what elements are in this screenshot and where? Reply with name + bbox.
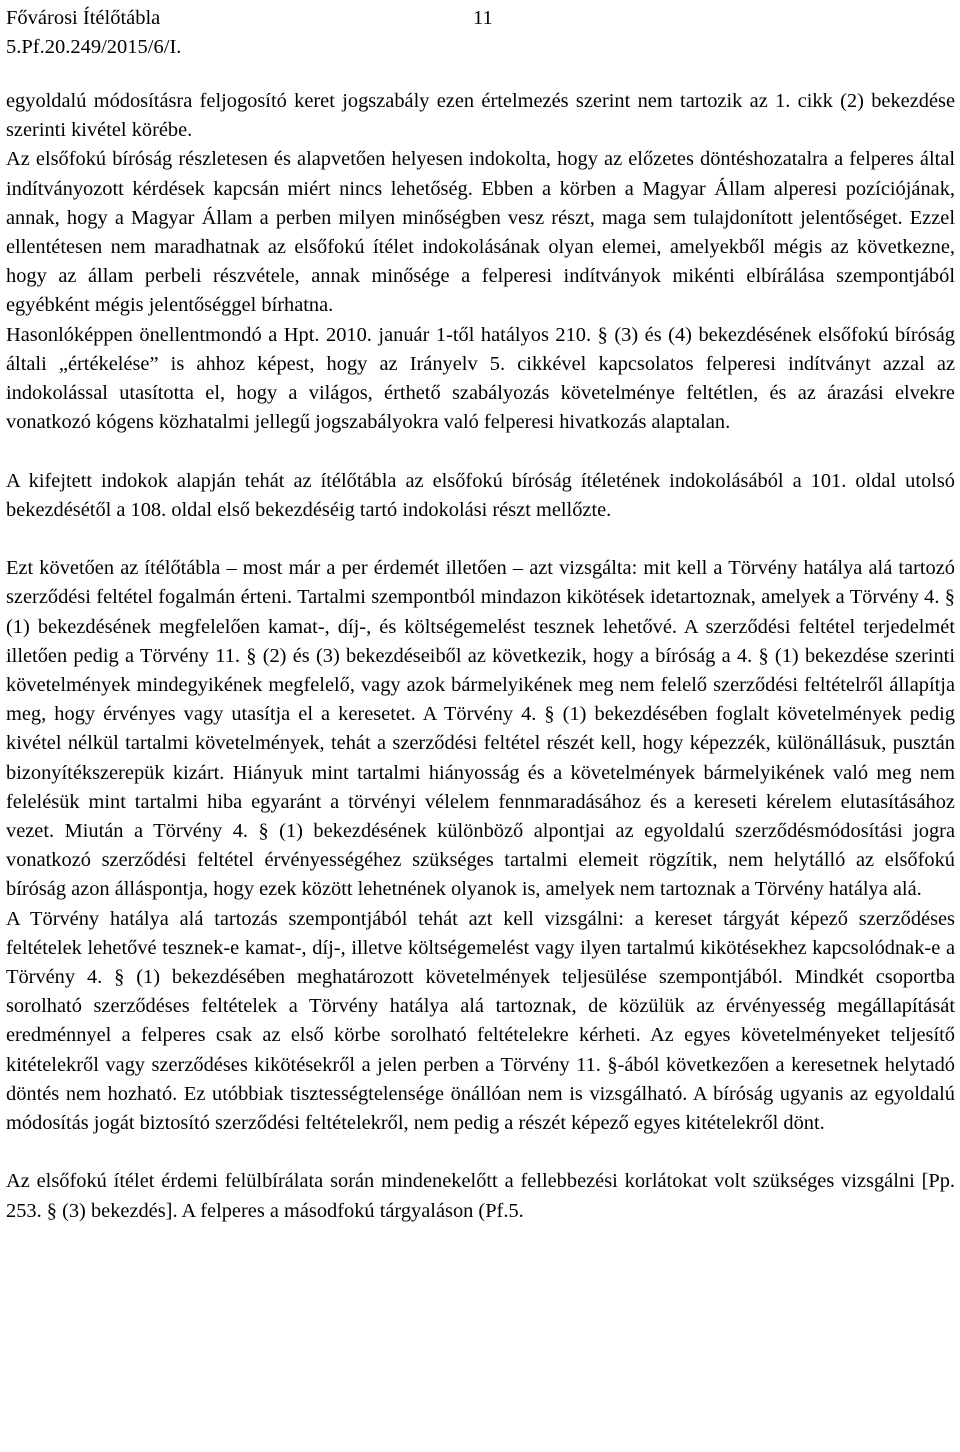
paragraph: A kifejtett indokok alapján tehát az ítélőtábla az elsőfokú bíróság ítéletének indokolásából a 101. oldal utolsó bekezdésétől a 108. oldal első bekezdéséig tartó indokolási részt mellőzte.: [6, 469, 955, 521]
case-number: 5.Pf.20.249/2015/6/I.: [6, 36, 182, 58]
paragraph: Az elsőfokú ítélet érdemi felülbírálata során mindenekelőtt a fellebbezési korlátokat volt szükséges vizsgálni [Pp. 253. § (3) bekezdés]. A felperes a másodfokú tárgyaláson (Pf.5.: [6, 1170, 955, 1222]
paragraph: egyoldalú módosításra feljogosító keret jogszabály ezen értelmezés szerint nem tartozik az 1. cikk (2) bekezdése szerinti kivétel körébe.: [6, 90, 955, 142]
document-body: [6, 87, 955, 1226]
paragraph: Ezt követően az ítélőtábla – most már a per érdemét illetően – azt vizsgálta: mit kell a Törvény hatálya alá tartozó szerződési feltétel fogalmán érteni. Tartalmi szempontból mindazon kikötések idetartoznak, amelyek a Törvény 4. § (1) bekezdésének megfelelően kamat-, díj-, és költségemelést tesznek lehetővé. A szerződési feltétel terjedelmét illetően pedig a Törvény 11. § (2) és (3) bekezdéseiből az következik, hogy a bíróság a 4. § (1) bekezdése szerinti követelmények mindegyikének megfelelő, vagy azok bármelyikének meg nem felelő szerződési feltételről állapítja meg, hogy érvényes vagy utasítja el a keresetet. A Törvény 4. § (1) bekezdésében foglalt követelmények pedig kivétel nélkül tartalmi követelmények, tehát a szerződési feltétel részét kell, hogy képezzék, különállásuk, pusztán bizonyítékszerepük kizárt. Hiányuk mint tartalmi hiányosság és a követelmények bármelyikének való meg nem felelésük mint tartalmi hiba egyaránt a törvényi vélelem fennmaradásához és a kereseti kérelem elutasításához vezet. Miután a Törvény 4. § (1) bekezdésének különböző alpontjai az egyoldalú szerződésmódosítási jogra vonatkozó szerződési feltétel érvényességéhez szükséges tartalmi elemeit rögzítik, nem helytálló az elsőfokú bíróság azon álláspontja, hogy ezek között lehetnének olyanok is, amelyek nem tartoznak a Törvény hatálya alá.: [6, 557, 955, 901]
paragraph: Az elsőfokú bíróság részletesen és alapvetően helyesen indokolta, hogy az előzetes döntéshozatalra a felperes által indítványozott kérdések kapcsán miért nincs lehetőség. Ebben a körben a Magyar Állam alperesi pozíciójának, annak, hogy a Magyar Állam a perben milyen minőségben vesz részt, maga sem tulajdonított jelentőséget. Ezzel ellentétesen nem maradhatnak az elsőfokú ítélet indokolásának olyan elemei, amelyekből mégis az következne, hogy az állam perbeli részvétele, annak minősége a felperesi indítványok mikénti elbírálása szempontjából egyébként mégis jelentőséggel bírhatna.: [6, 148, 955, 317]
court-name: Fővárosi Ítélőtábla: [6, 7, 161, 29]
page-number: 11: [473, 7, 493, 29]
paragraph: A Törvény hatálya alá tartozás szempontjából tehát azt kell vizsgálni: a kereset tárgyát képező szerződéses feltételek lehetővé tesznek-e kamat-, díj-, illetve költségemelést vagy ilyen tartalmú kikötésekhez kapcsolódnak-e a Törvény 4. § (1) bekezdésében meghatározott követelmények teljesülése szempontjából. Mindkét csoportba sorolható szerződéses feltételek a Törvény hatálya alá tartoznak, de közülük az érvényesség megállapítását eredménnyel a felperes csak az első körbe sorolható feltételekre kérheti. Az egyes követelményeket teljesítő kitételekről vagy szerződéses kikötésekről a jelen perben a Törvény 11. §-ából következően a keresetnek helytadó döntés nem hozható. Ez utóbbiak tisztességtelensége önállóan nem is vizsgálható. A bíróság ugyanis az egyoldalú módosítás jogát biztosító szerződési feltételekről, nem pedig a részét képező egyes kitételekről dönt.: [6, 907, 955, 1135]
page-header: [6, 4, 946, 62]
paragraph: Hasonlóképpen önellentmondó a Hpt. 2010. január 1-től hatályos 210. § (3) és (4) bekezdésének elsőfokú bíróság általi „értékelése” is ahhoz képest, hogy az Irányelv 5. cikkével kapcsolatos felperesi indítványt azzal az indokolással utasította el, hogy a világos, érthető szabályozás követelménye feltétlen, és az árazási elvekre vonatkozó kógens közhatalmi jellegű jogszabályokra való felperesi hivatkozás alaptalan.: [6, 323, 955, 434]
